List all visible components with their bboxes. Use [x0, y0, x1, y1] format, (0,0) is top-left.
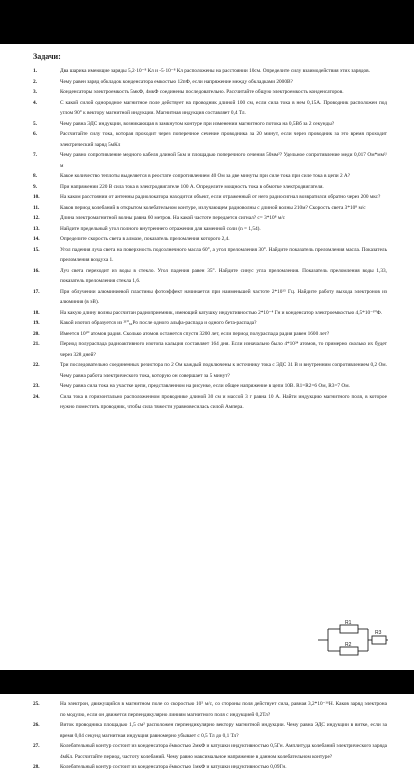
task-item [33, 360, 387, 381]
task-text: Длина электромагнитной волны равна 60 метров. На какой частоте передается сигнал? с= 3*10⁸ м/с [60, 215, 286, 221]
task-text: Колебательный контур состоит из конденсатора ёмкостью 2мкФ и катушки индуктивностью 0,5Гн. Амплитуда колебаний электрического заряда 4мКл. Рассчитайте период, частоту колебаний. Чему равно максимальное напряжение в данном колебательном контуре? [60, 743, 387, 760]
task-number: 10. [33, 194, 40, 200]
task-number: 16. [33, 267, 40, 274]
task-text: Колебательный контур состоит из конденсатора ёмкостью 1мкФ и катушки индуктивностью 0,09Гн. [60, 764, 287, 770]
task-text: Чему равно сопротивление медного кабеля длиной 5км и площадью поперечного сечения 50мм²? Удельное сопротивление меди 0,017 Ом*мм²/м [60, 152, 387, 169]
task-number: 5. [33, 120, 37, 127]
task-number: 23. [33, 383, 40, 389]
resistor-r1 [340, 625, 358, 633]
task-text: С какой силой однородное магнитное поле действует на проводник длиной 100 см, если сила тока в нем 0,15А. Проводник расположен под углом 90° к вектору магнитной индукции. Магнитная индукция составляет 0,4 Тл. [60, 99, 387, 116]
task-number: 24. [33, 393, 40, 400]
resistor-r3 [372, 636, 386, 644]
task-number: 26. [33, 722, 40, 728]
task-number: 18. [33, 309, 40, 316]
task-item [33, 150, 387, 171]
task-item [33, 203, 387, 214]
task-text: На какую длину волны рассчитан радиоприемник, имеющий катушку индуктивностью 2*10⁻⁴ Гн и конденсатор электроемкостью 4,5*10⁻¹⁰Ф. [60, 309, 383, 316]
task-text: Сила тока в горизонтально расположенном проводнике длиной 30 см и массой 3 г равна 10 А. Найти индукцию магнитного поля, в которое нужно поместить проводник, чтобы сила тяжести уравновесилась силой Ампера. [60, 393, 387, 410]
task-item [33, 224, 387, 235]
task-text: Три последовательно соединенных резистора по 2 Ом каждый подключены к источнику тока с ЭДС 31 В и внутренним сопротивлением 0,2 Ом. Чему равна работа электрического тока, которую он совершает за 5 минут? [60, 362, 387, 379]
page-heading: Задачи: [33, 52, 61, 61]
task-number: 25. [33, 701, 40, 707]
task-text: Найдите предельный угол полного внутреннего отражения для каменной соли (n = 1,54). [60, 225, 261, 232]
task-text: На электрон, движущийся в магнитном поле со скоростью 10⁵ м/с, со стороны поля действует сила, равная 3,2*10⁻¹⁶Н. Каков заряд электрона по модулю, если он движется перпендикулярно линиям магнитного поля с индукцией 0,2Тл? [60, 701, 387, 718]
task-item [33, 245, 387, 266]
task-text: Рассчитайте силу тока, которая проходит через поперечное сечение проводника за 20 минут, если через проводник за это время проходит электрический заряд 5мКл [60, 131, 387, 148]
task-item [33, 699, 387, 720]
task-item [33, 339, 387, 360]
resistor-r2 [340, 647, 358, 655]
label-r3: R3 [375, 630, 382, 636]
task-text: Чему равна ЭДС индукции, возникающая в замкнутом контуре при изменении магнитного потока на 0,5Вб за 2 секунды? [60, 120, 335, 127]
label-r1: R1 [345, 620, 352, 626]
task-text: Каков период колебаний в открытом колебательном контуре, излучающем радиоволны с длиной волны 210м? Скорость света 3*10⁸ м/с [60, 204, 366, 211]
task-text: Период полураспада радиоактивного изотопа кальция составляет 164 дня. Если изначально было 4*10²⁴ атомов, то примерно сколько их будет через 328 дней? [60, 341, 387, 358]
task-number: 28. [33, 764, 40, 770]
task-text: Два шарика имеющие заряды 5,2·10⁻⁸ Кл и -5·10⁻⁸ Кл расположены на расстоянии 10см. Определите силу взаимодействия этих зарядов. [60, 68, 371, 74]
task-number: 14. [33, 236, 40, 242]
document-page-1 [0, 44, 414, 670]
task-number: 22. [33, 362, 40, 368]
task-item [33, 182, 387, 193]
task-item [33, 762, 387, 773]
task-text: Какое количество теплоты выделяется в реостате сопротивлением 40 Ом за две минуты при силе тока при силе тока в цепи 2 А? [60, 173, 351, 179]
document-page-2 [0, 694, 414, 770]
task-number: 4. [33, 99, 37, 106]
task-number: 11. [33, 204, 40, 211]
task-number: 27. [33, 743, 40, 749]
task-item [33, 77, 387, 88]
task-number: 19. [33, 320, 40, 326]
task-item [33, 66, 387, 77]
task-item [33, 329, 387, 340]
task-item [33, 381, 387, 392]
label-r2: R2 [345, 642, 352, 648]
task-item [33, 392, 387, 413]
task-number: 2. [33, 78, 37, 85]
task-number: 9. [33, 183, 37, 190]
task-item [33, 129, 387, 150]
task-item [33, 741, 387, 762]
task-number: 1. [33, 68, 37, 74]
task-text: Какой изотоп образуется из ²¹⁰₈₄Po после одного альфа-распада и одного бета-распада? [60, 320, 257, 326]
task-item [33, 119, 387, 130]
task-item [33, 98, 387, 119]
circuit-diagram [318, 619, 388, 661]
task-item [33, 266, 387, 287]
task-text: При напряжении 220 В сила тока в электродвигателе 100 А. Определите мощность тока в обмотке электродвигателя. [60, 183, 324, 190]
task-text: Определите скорость света в алмазе, показатель преломления которого 2,4. [60, 236, 230, 242]
task-text: Луч света переходит из воды в стекло. Угол падения равен 35°. Найдите синус угла преломления. Показатель преломления воды 1,33, показатель преломления стекла 1,6. [60, 267, 387, 284]
task-number: 6. [33, 131, 37, 137]
task-text: Чему равен заряд обкладок конденсатора емкостью 12пФ, если напряжение между обкладками 2000В? [60, 78, 293, 85]
task-text: Имеется 10¹⁰ атомов радия. Сколько атомов останется спустя 3200 лет, если период полураспада радия равен 1600 лет? [60, 330, 330, 337]
task-number: 15. [33, 246, 40, 253]
task-number: 13. [33, 225, 40, 232]
task-item [33, 287, 387, 308]
task-item [33, 234, 387, 245]
task-number: 8. [33, 173, 37, 179]
task-text: Угол падения луча света на поверхность подсолнечного масла 60°, а угол преломления 30°. Найдите показатель преломления масла. Показатель преломления воздуха 1. [60, 246, 387, 263]
task-text: Конденсаторы электроемкость 5мкФ, 4мкФ соединены последовательно. Рассчитайте общую электроемкость конденсаторов. [60, 89, 344, 95]
task-number: 7. [33, 152, 37, 158]
task-item [33, 308, 387, 319]
task-number: 21. [33, 341, 40, 347]
task-number: 17. [33, 288, 40, 295]
task-text: Виток проводника площадью 1,5 см² расположен перпендикулярно вектору магнитной индукции. Чему равна ЭДС индукции в витке, если за время 0,04 секунд магнитная индукция равномерно убывает с 0,5 Тл до 0,1 Тл? [60, 722, 387, 739]
task-number: 20. [33, 330, 40, 337]
task-item [33, 213, 387, 224]
task-item [33, 720, 387, 741]
task-text: При облучении алюминиевой пластины фотоэффект начинается при наименьшей частоте 2*10¹⁵ Гц. Найдите работу выхода электронов из алюминия (в эВ). [60, 288, 387, 305]
task-item [33, 318, 387, 329]
task-text: На каком расстоянии от антенны радиолокатора находится объект, если отраженный от него радиосигнал возвратился обратно через 200 мкс? [60, 194, 381, 200]
task-item [33, 87, 387, 98]
page-separator-band [0, 670, 414, 694]
task-number: 3. [33, 89, 37, 95]
task-number: 12. [33, 215, 40, 221]
task-item [33, 192, 387, 203]
task-text: Чему равна сила тока на участке цепи, представленном на рисунке, если общее напряжение в цепи 10В. R1=R2=6 Ом, R3=7 Ом. [60, 383, 350, 389]
task-item [33, 171, 387, 182]
task-list-continued [33, 699, 387, 773]
task-list [33, 66, 387, 413]
top-dark-band [0, 0, 414, 44]
